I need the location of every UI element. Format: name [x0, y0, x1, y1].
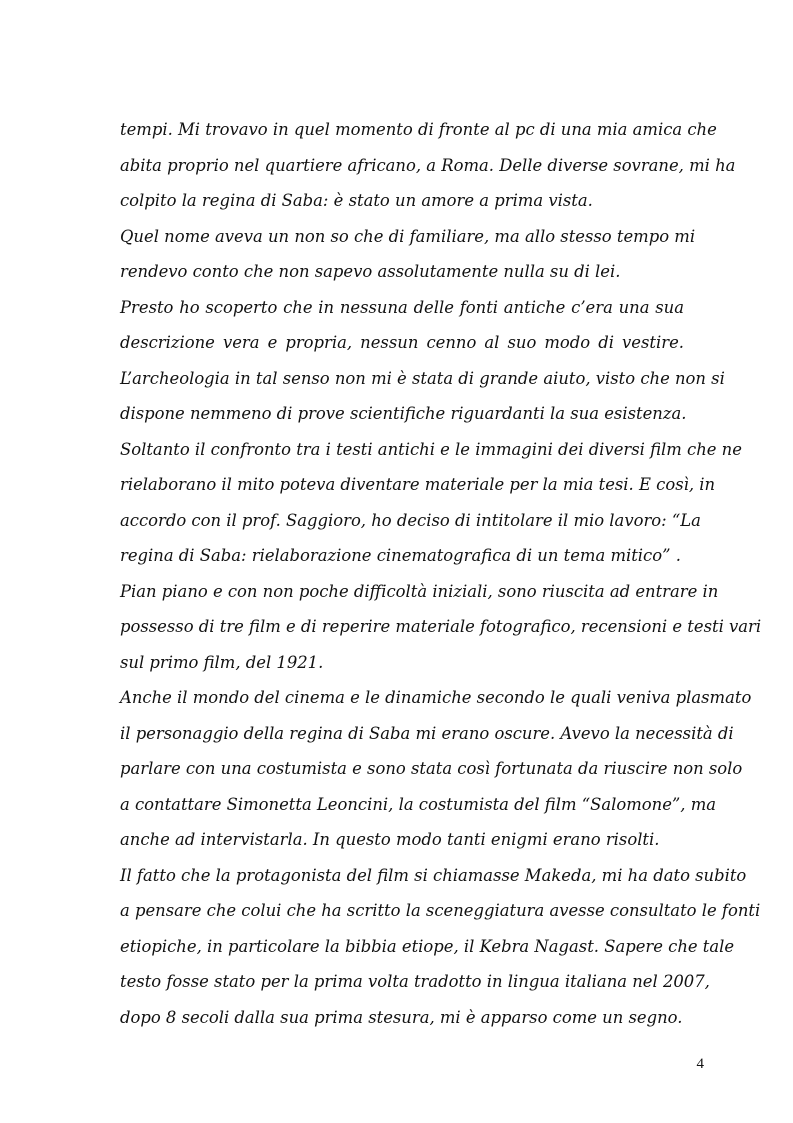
text-line: testo fosse stato per la prima volta tradotto in lingua italiana nel 2007, [120, 972, 710, 991]
text-line: regina di Saba: rielaborazione cinematografica di un tema mitico” . [120, 546, 681, 565]
page-number: 4 [696, 1056, 704, 1072]
text-line: a contattare Simonetta Leoncini, la costumista del film “Salomone”, ma [120, 794, 717, 814]
text-line: Pian piano e con non poche difficoltà iniziali, sono riuscita ad entrare in [120, 581, 719, 601]
text-line: dopo 8 secoli dalla sua prima stesura, mi è apparso come un segno. [120, 1007, 683, 1027]
text-line: anche ad intervistarla. In questo modo tanti enigmi erano risolti. [120, 830, 660, 849]
body-text [120, 112, 762, 1035]
text-line: accordo con il prof. Saggioro, ho deciso di intitolare il mio lavoro: “La [120, 510, 701, 530]
text-line: il personaggio della regina di Saba mi erano oscure. Avevo la necessità di [120, 723, 734, 743]
text-line: a pensare che colui che ha scritto la sceneggiatura avesse consultato le fonti [120, 901, 761, 920]
text-line: etiopiche, in particolare la bibbia etiope, il Kebra Nagast. Sapere che tale [120, 936, 735, 956]
text-line: possesso di tre film e di reperire materiale fotografico, recensioni e testi vari [120, 617, 762, 636]
text-line: tempi. Mi trovavo in quel momento di fronte al pc di una mia amica che [120, 120, 717, 139]
text-line: sul primo film, del 1921. [120, 652, 324, 672]
text-line: Presto ho scoperto che in nessuna delle fonti antiche c’era una sua [120, 297, 684, 317]
text-line: descrizione vera e propria, nessun cenno al suo modo di vestire. [120, 333, 684, 352]
text-line: colpito la regina di Saba: è stato un amore a prima vista. [120, 191, 593, 210]
text-line: L’archeologia in tal senso non mi è stata di grande aiuto, visto che non si [120, 368, 725, 388]
text-line: rielaborano il mito poteva diventare materiale per la mia tesi. E così, in [120, 475, 716, 494]
text-line: Quel nome aveva un non so che di familiare, ma allo stesso tempo mi [120, 226, 696, 246]
text-line: parlare con una costumista e sono stata così fortunata da riuscire non solo [120, 759, 743, 778]
text-line: Il fatto che la protagonista del film si chiamasse Makeda, mi ha dato subito [120, 865, 747, 885]
text-line: dispone nemmeno di prove scientifiche riguardanti la sua esistenza. [120, 404, 687, 423]
text-line: Anche il mondo del cinema e le dinamiche secondo le quali veniva plasmato [120, 688, 752, 707]
text-line: Soltanto il confronto tra i testi antichi e le immagini dei diversi film che ne [120, 439, 742, 459]
text-line: abita proprio nel quartiere africano, a Roma. Delle diverse sovrane, mi ha [120, 155, 736, 175]
text-line: rendevo conto che non sapevo assolutamente nulla su di lei. [120, 262, 621, 281]
